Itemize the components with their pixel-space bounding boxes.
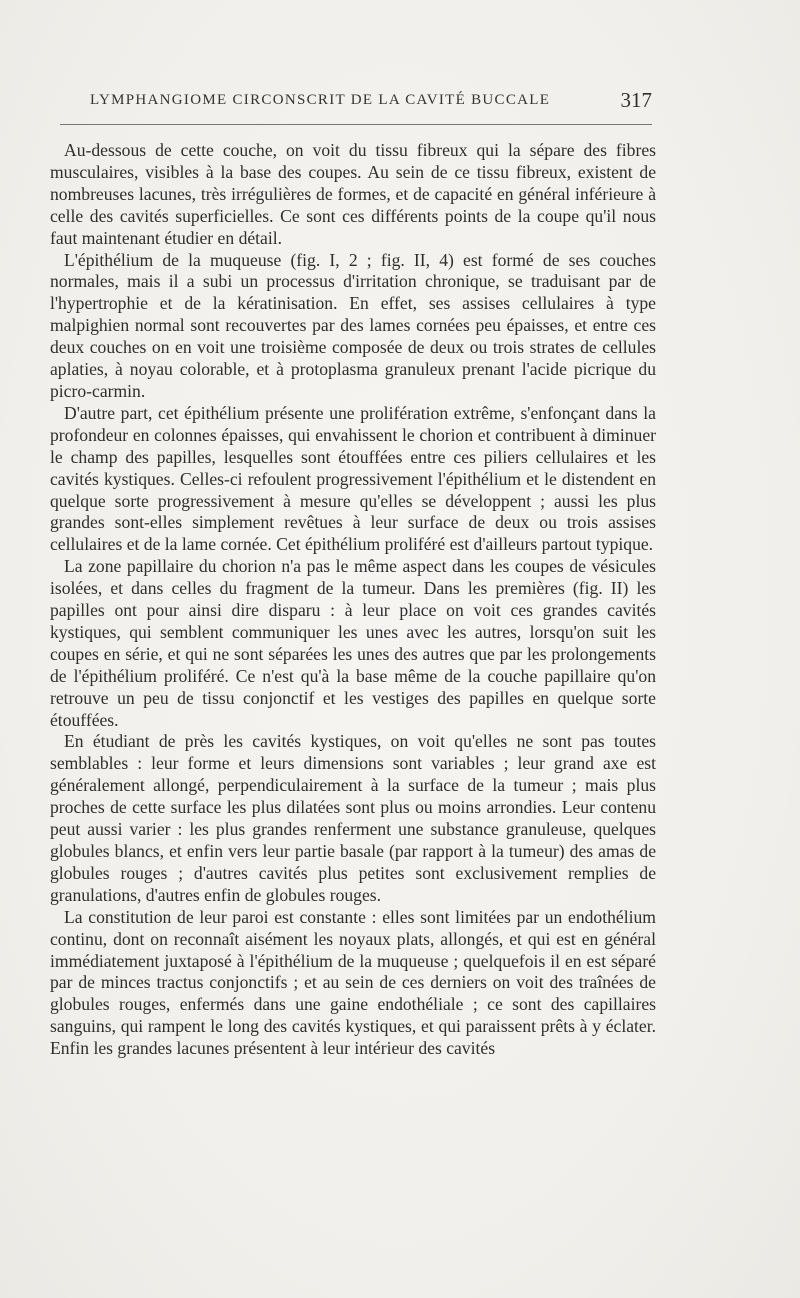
header-rule [60, 124, 652, 125]
paragraph-3: D'autre part, cet épithélium présente une prolifération extrême, s'enfonçant dans la profondeur en colonnes épaisses, qui envahissent le chorion et contribuent à diminuer le champ des papilles, lesquelles sont étouffées entre ces piliers cellulaires et les cavités kystiques. Celles-ci refoulent progressivement l'épithélium et le distendent en quelque sorte progressivement à mesure qu'elles se développent ; aussi les plus grandes sont-elles simplement revêtues à leur surface de deux ou trois assises cellulaires et de la lame cornée. Cet épithélium proliféré est d'ailleurs partout typique. [50, 402, 656, 555]
body-text [50, 140, 656, 1060]
paragraph-4: La zone papillaire du chorion n'a pas le même aspect dans les coupes de vésicules isolées, et dans celles du fragment de la tumeur. Dans les premières (fig. II) les papilles ont pour ainsi dire disparu : à leur place on voit ces grandes cavités kystiques, qui semblent communiquer les unes avec les autres, lorsqu'on suit les coupes en série, et qui ne sont séparées les unes des autres que par les prolongements de l'épithélium proliféré. Ce n'est qu'à la base même de la couche papillaire qu'on retrouve un peu de tissu conjonctif et les vestiges des papilles en quelque sorte étouffées. [50, 556, 656, 730]
paragraph-5: En étudiant de près les cavités kystiques, on voit qu'elles ne sont pas toutes semblables : leur forme et leurs dimensions sont variables ; leur grand axe est généralement allongé, perpendiculairement à la surface de la tumeur ; mais plus proches de cette surface les plus dilatées sont plus ou moins arrondies. Leur contenu peut aussi varier : les plus grandes renferment une substance granuleuse, quelques globules blancs, et enfin vers leur partie basale (par rapport à la tumeur) des amas de globules rouges ; d'autres cavités plus petites sont exclusivement remplies de granulations, d'autres enfin de globules rouges. [50, 731, 656, 905]
paragraph-1: Au-dessous de cette couche, on voit du tissu fibreux qui la sépare des fibres musculaires, visibles à la base des coupes. Au sein de ce tissu fibreux, existent de nombreuses lacunes, très irrégulières de formes, et de capacité en général inférieure à celle des cavités superficielles. Ce sont ces différents points de la coupe qu'il nous faut maintenant étudier en détail. [50, 140, 656, 248]
running-title: LYMPHANGIOME CIRCONSCRIT DE LA CAVITÉ BUCCALE [90, 92, 551, 108]
running-head [90, 88, 652, 114]
paragraph-2: L'épithélium de la muqueuse (fig. I, 2 ; fig. II, 4) est formé de ses couches normales, mais il a subi un processus d'irritation chronique, se traduisant par de l'hypertrophie et de la kératinisation. En effet, ses assises cellulaires à type malpighien normal sont recouvertes par des lames cornées peu épaisses, et entre ces deux couches on en voit une troisième composée de deux ou trois strates de cellules aplaties, à noyau colorable, et à protoplasma granuleux prenant l'acide picrique du picro-carmin. [50, 249, 656, 401]
paragraph-6: La constitution de leur paroi est constante : elles sont limitées par un endothélium continu, dont on reconnaît aisément les noyaux plats, allongés, et qui est en général immédiatement juxtaposé à l'épithélium de la muqueuse ; quelquefois il en est séparé par de minces tractus conjonctifs ; et au sein de ces derniers on voit des traînées de globules rouges, enfermés dans une gaine endothéliale ; ce sont des capillaires sanguins, qui rampent le long des cavités kystiques, et qui paraissent prêts à y éclater. Enfin les grandes lacunes présentent à leur intérieur des cavités [50, 906, 656, 1059]
page-number: 317 [620, 88, 652, 112]
